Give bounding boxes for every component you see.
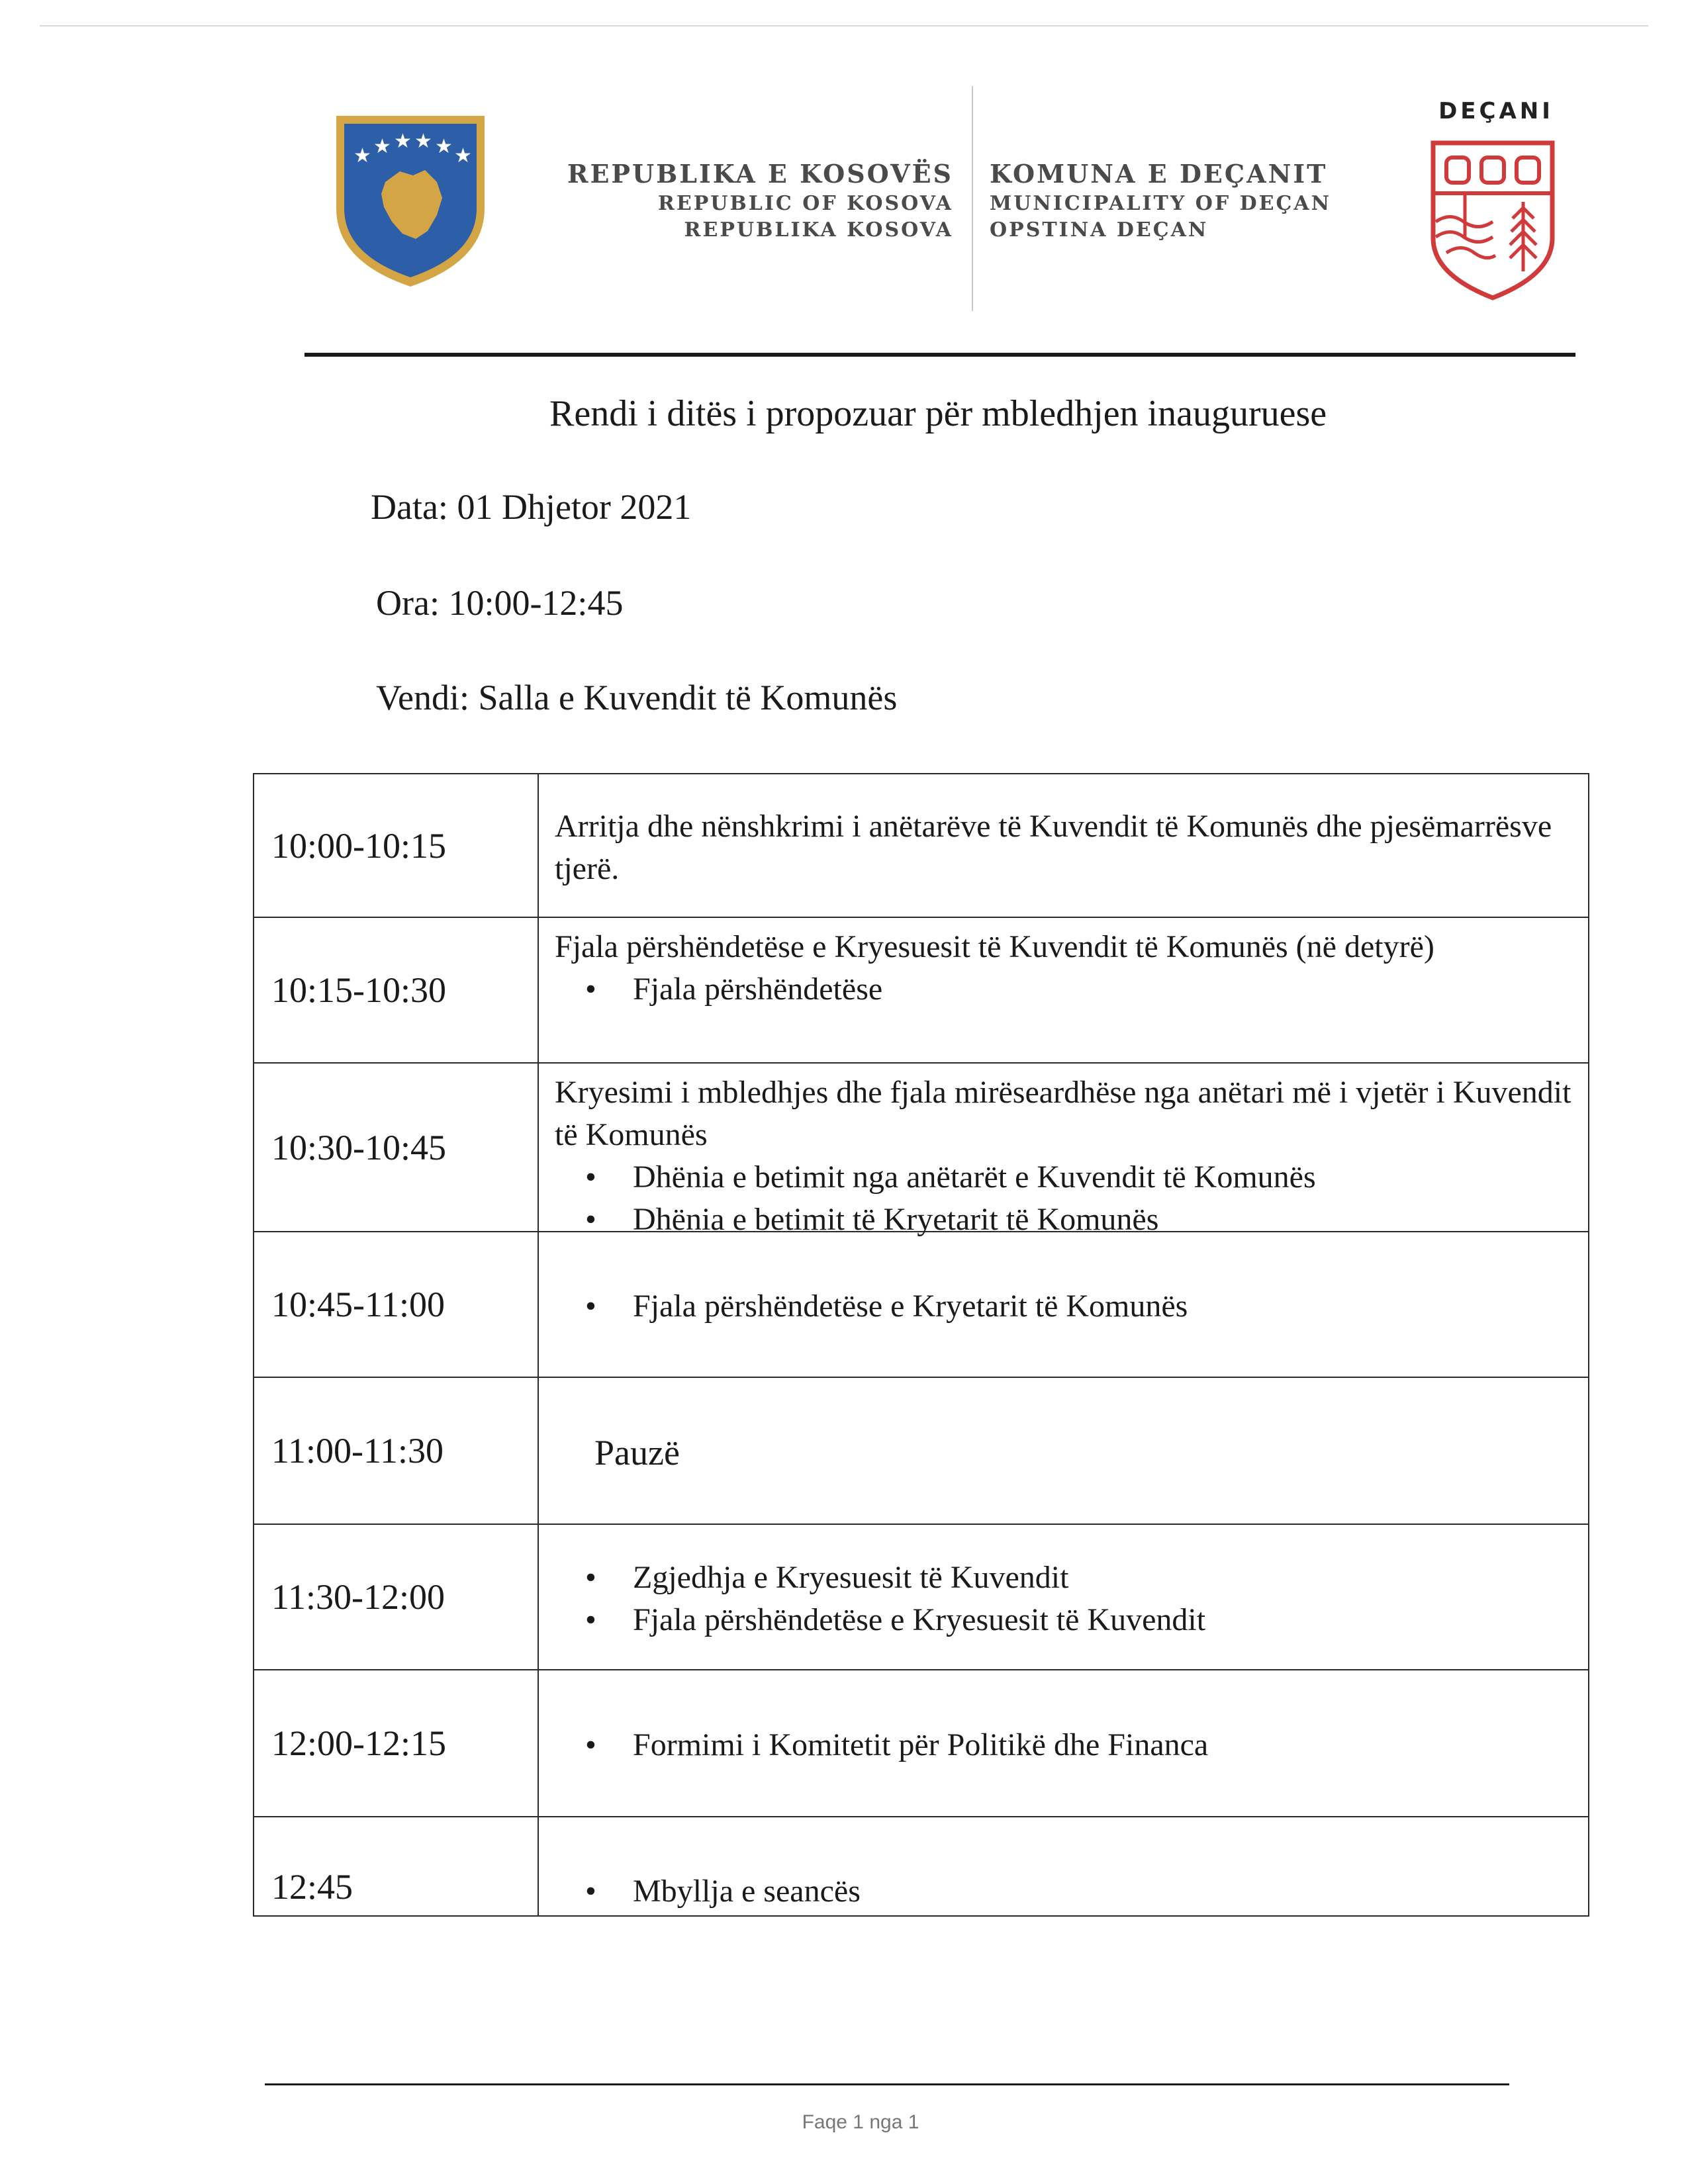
header-republic-name-en: REPUBLIC OF KOSOVA	[657, 192, 953, 215]
agenda-row	[254, 1231, 1588, 1377]
agenda-bullet-item: • Zgjedhja e Kryesuesit të Kuvendit	[633, 1557, 1575, 1599]
top-border-line	[40, 25, 1648, 26]
svg-text:★: ★	[353, 144, 371, 167]
meeting-venue: Vendi: Salla e Kuvendit të Komunës	[376, 678, 898, 717]
agenda-time: 10:45-11:00	[254, 1232, 539, 1377]
agenda-bullet-item: • Fjala përshëndetëse	[633, 968, 1575, 1011]
agenda-bullet-item: • Mbyllja e seancës	[633, 1870, 1575, 1913]
agenda-content	[539, 1232, 1588, 1377]
agenda-bullet-item: • Formimi i Komitetit për Politikë dhe Financa	[633, 1724, 1575, 1766]
agenda-time: 12:00-12:15	[254, 1670, 539, 1816]
agenda-content	[539, 1378, 1588, 1524]
decani-crest-icon	[1427, 139, 1559, 301]
agenda-bullet-item: • Dhënia e betimit nga anëtarët e Kuvendit të Komunës	[633, 1156, 1575, 1199]
crest-caption: DEÇANI	[1438, 98, 1554, 124]
agenda-bullet-list	[555, 1870, 1575, 1913]
header-republic-name-sr: REPUBLIKA KOSOVA	[684, 218, 953, 242]
svg-text:★: ★	[414, 130, 432, 153]
agenda-row	[254, 774, 1588, 917]
header-municipality-name-en: MUNICIPALITY OF DEÇAN	[990, 192, 1332, 215]
agenda-content	[539, 1525, 1588, 1669]
agenda-time: 11:30-12:00	[254, 1525, 539, 1669]
agenda-time: 10:00-10:15	[254, 774, 539, 917]
agenda-time: 10:30-10:45	[254, 1064, 539, 1231]
header-municipality-block	[990, 158, 1453, 244]
agenda-time: 12:45	[254, 1817, 539, 1915]
agenda-bullet-list	[555, 1557, 1575, 1641]
agenda-bullet-item: • Dhënia e betimit të Kryetarit të Komunës	[633, 1199, 1575, 1241]
footer-rule	[265, 2083, 1509, 2085]
meeting-time: Ora: 10:00-12:45	[376, 583, 624, 623]
agenda-content	[539, 774, 1588, 917]
agenda-bullet-list	[555, 968, 1575, 1011]
agenda-bullet-list	[555, 1285, 1575, 1328]
header-municipality-name-sq: KOMUNA E DEÇANIT	[990, 159, 1328, 189]
agenda-table	[253, 773, 1589, 1917]
agenda-content	[539, 1670, 1588, 1816]
header-rule	[305, 353, 1575, 357]
agenda-text: Arritja dhe nënshkrimi i anëtarëve të Kuvendit të Komunës dhe pjesëmarrësve tjerë.	[555, 808, 1552, 886]
agenda-bullet-list	[555, 1156, 1575, 1241]
agenda-time: 10:15-10:30	[254, 918, 539, 1062]
agenda-bullet-list	[555, 1724, 1575, 1766]
page-number: Faqe 1 nga 1	[802, 2111, 919, 2133]
header-republic-name-sq: REPUBLIKA E KOSOVËS	[567, 159, 953, 189]
svg-text:★: ★	[435, 135, 453, 158]
agenda-bullet-item: • Fjala përshëndetëse e Kryetarit të Komunës	[633, 1285, 1575, 1328]
agenda-time: 11:00-11:30	[254, 1378, 539, 1524]
agenda-text: Fjala përshëndetëse e Kryesuesit të Kuvendit të Komunës (në detyrë)	[555, 929, 1434, 964]
agenda-row	[254, 917, 1588, 1062]
agenda-row	[254, 1669, 1588, 1816]
agenda-row	[254, 1377, 1588, 1524]
header-divider	[972, 86, 973, 311]
agenda-content	[539, 1064, 1588, 1237]
agenda-content	[539, 918, 1588, 1062]
header-municipality-name-sr: OPSTINA DEÇAN	[990, 218, 1209, 242]
agenda-row	[254, 1524, 1588, 1669]
meeting-date: Data: 01 Dhjetor 2021	[371, 487, 692, 527]
agenda-row	[254, 1816, 1588, 1915]
agenda-break-label: Pauzë	[594, 1433, 680, 1473]
svg-text:★: ★	[454, 144, 472, 167]
svg-text:★: ★	[373, 135, 391, 158]
agenda-bullet-item: • Fjala përshëndetëse e Kryesuesit të Kuvendit	[633, 1599, 1575, 1641]
svg-text:★: ★	[394, 130, 412, 153]
kosovo-coat-of-arms-icon	[331, 109, 490, 291]
agenda-row	[254, 1062, 1588, 1237]
document-title: Rendi i ditës i propozuar për mbledhjen inauguruese	[549, 393, 1327, 434]
agenda-text: Kryesimi i mbledhjes dhe fjala mirëseardhëse nga anëtari më i vjetër i Kuvendit të Komunës	[555, 1075, 1571, 1152]
header-republic-block	[490, 158, 953, 244]
agenda-content	[539, 1817, 1588, 1915]
